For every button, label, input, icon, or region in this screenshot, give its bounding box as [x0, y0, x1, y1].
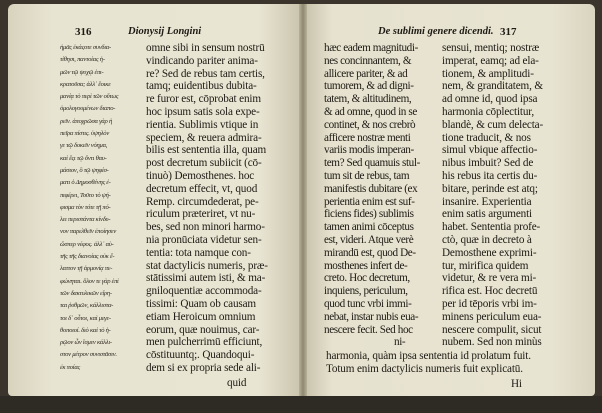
greek-line: μῶν τῷ ψυχῷ ἐπι- — [60, 68, 104, 76]
greek-line: ὁμολογουμένων διαπο- — [60, 105, 116, 113]
text-line: vindicando pariter anima- — [146, 54, 258, 67]
text-line: est, videri. Atque verè — [324, 233, 414, 246]
greek-line: γε τῷ δοκεῖν νόημα, — [60, 142, 108, 150]
greek-line: λαττον τῇ ἁρμονίᾳ πε- — [60, 265, 113, 273]
text-line: Remp. circumdederat, pe- — [146, 195, 259, 208]
greek-line: λει περιστάντα κίνδυ- — [60, 216, 111, 224]
greek-line: πιφέρει, Τοῦτο τὸ ψή- — [60, 191, 111, 199]
text-line: eorum, quæ nouimus, car- — [146, 323, 260, 336]
latin-column-1 — [324, 42, 420, 349]
text-line: etiam Heroicum omnium — [146, 310, 256, 323]
text-line: rifica est. Hoc decretū — [442, 285, 538, 298]
text-line: bes, sed non minori harmo- — [146, 221, 265, 234]
greek-line: καὶ ἔςι τῷ ὄντι θαυ- — [60, 154, 107, 162]
greek-line: φισμα τὸν τότε τῇ πό- — [60, 203, 111, 211]
text-line: mirandū est, quod De- — [324, 246, 416, 259]
greek-line: ὥσπερ νέφος. ἀλλ᾽ αὐ- — [60, 240, 114, 248]
text-line: tum sit de rebus, tam — [324, 169, 410, 182]
text-line: bitare, perinde est atq; — [442, 182, 538, 195]
text-line: variis modis imperan- — [324, 144, 414, 157]
text-line: hæc eadem magnitudi- — [324, 42, 418, 54]
latin-full-width-lines — [326, 350, 531, 376]
greek-line: μανίᾳ τὸ περὶ τῶν οὕτως — [60, 93, 119, 101]
text-line: minens periculum eua- — [442, 310, 542, 323]
greek-line: θοποιοί. διὸ καὶ τὸ ἡ- — [60, 326, 111, 334]
greek-line: κρατοῦσα; ἀλλ᾽ ἔοικε — [60, 80, 111, 88]
text-line: manifestis dubitare (ex — [324, 182, 418, 195]
latin-column-2 — [442, 42, 543, 349]
text-line: perientia enim est suf- — [324, 195, 415, 208]
greek-line: τῆς τῆς διανοίας οὐκ ἔ- — [60, 253, 115, 261]
text-line: re? Sed de rebus tam certis, — [146, 67, 265, 80]
text-line: allicere pariter, & ad — [324, 67, 408, 80]
text-line: inquiens, periculum, — [324, 285, 408, 298]
text-line: nes concinnantem, & — [324, 54, 412, 67]
left-running-head: Dionysij Longini — [128, 26, 202, 37]
text-line: stātissimi autem isti, & ma- — [146, 272, 266, 285]
right-page-number: 317 — [500, 26, 517, 38]
text-line: riculum præteriret, vt nu- — [146, 208, 256, 221]
text-line: nescere fecit. Sed hoc — [324, 323, 413, 336]
text-line: stat dactylicis numeris, præ- — [146, 259, 268, 272]
greek-line: μάσιον, ὃ τῷ ψηφίσ- — [60, 166, 109, 174]
text-line: tumorem, & ad digni- — [324, 80, 414, 93]
text-line: tur, mirifica quidem — [442, 259, 529, 272]
left-catchword: quid — [227, 377, 247, 389]
text-line: afficere nostræ menti — [324, 131, 411, 144]
greek-line: ματι ὁ Δημοσθένης ἐ- — [60, 179, 111, 187]
text-line: harmonia cōplectitur, — [442, 105, 535, 118]
latin-text-column — [146, 42, 268, 375]
text-line: his rebus ita certis du- — [442, 169, 538, 182]
text-line: decretum effecit, vt, quod — [146, 182, 258, 195]
greek-line: τίθησι, παντοίας ἡ- — [60, 56, 105, 64]
text-line: tem? Sed quamuis stul- — [324, 157, 420, 170]
greek-line: φώνηται. ὅλον τε γὰρ ἐπὶ — [60, 277, 119, 285]
text-line: gniloquentiæ accommoda- — [146, 285, 262, 298]
book-gutter — [299, 4, 307, 396]
text-line: re furor est, cōprobat enim — [146, 93, 261, 106]
text-line: tentia: tota namque con- — [146, 246, 251, 259]
text-line: dem si ex propria sede ali- — [146, 361, 261, 374]
greek-line: τῶν δακτυλικῶν εἴρη- — [60, 289, 112, 297]
greek-line: στον μέτρον συνιστᾶσιν. — [60, 351, 117, 359]
text-line: nubem. Sed non minùs — [442, 336, 542, 349]
text-line: nem, & granditatem, & — [442, 80, 543, 93]
text-line: hoc ipsum satis sola expe- — [146, 105, 260, 118]
text-line: tinuò) Demosthenes. hoc — [146, 169, 255, 182]
text-line: ctò, quæ in decreto à — [442, 233, 532, 246]
greek-line: ται ῥυθμῶν, κάλλιστα- — [60, 302, 114, 310]
greek-line: ἐκ ποίας — [60, 363, 80, 371]
background-edge — [0, 396, 602, 413]
text-line: tionem, & amplitudi- — [442, 67, 534, 80]
greek-line: ρεῖν. ἀποχρῶσα γὰρ ἡ — [60, 117, 112, 125]
text-line: videtur, & re vera mi- — [442, 272, 537, 285]
text-line: omne sibi in sensum nostrū — [146, 42, 265, 54]
text-line: simul vbique affectio- — [442, 144, 538, 157]
text-line: Demosthene exprimi- — [442, 246, 537, 259]
greek-line: νον παρελθεῖν ἐποίησεν — [60, 228, 117, 236]
text-line: per id tēporis vrbi im- — [442, 297, 537, 310]
text-line: sensui, mentiq; nostræ — [442, 42, 540, 54]
text-line: & ad omne, quod in se — [324, 105, 417, 118]
text-line: speciem, & reuera admira- — [146, 131, 262, 144]
text-line: enim satis argumenti — [442, 208, 533, 221]
greek-line: τοι δ᾽ οὗτοι, καὶ μεγε- — [60, 314, 111, 322]
text-line: tamen animi cōceptus — [324, 221, 414, 234]
text-line: nebat, instar nubis eua- — [324, 310, 419, 323]
text-line: nibus imbuit? Sed de — [442, 157, 534, 170]
text-line: tamq; euidentibus dubita- — [146, 80, 257, 93]
text-line: men pulcherrimū efficiunt, — [146, 336, 263, 349]
right-running-head: De sublimi genere dicendi. — [378, 26, 494, 37]
text-line: blandè, & cum delecta- — [442, 118, 544, 131]
greek-text-column — [60, 42, 140, 374]
left-page-number: 316 — [75, 26, 92, 38]
greek-line: ἡμᾶς ἑκάςοτε συνδια- — [60, 44, 111, 51]
text-line: nescere compulit, sicut — [442, 323, 542, 336]
text-line: post decretum subiicit (cō- — [146, 157, 262, 170]
text-line: continet, & nos crebrò — [324, 118, 416, 131]
text-line: tatem, & altitudinem, — [324, 93, 412, 106]
greek-line: πεῖρα πίστις. ὑψηλὸν — [60, 130, 110, 138]
text-line: nia pronūciata videtur sen- — [146, 233, 262, 246]
text-line: mosthenes infert de- — [324, 259, 408, 272]
text-line: ni- — [394, 336, 406, 349]
text-line: ad omne id, quod ipsa — [442, 93, 538, 106]
text-line: bilis est sententia illa, quam — [146, 144, 267, 157]
text-line: tissimi: Quam ob causam — [146, 297, 256, 310]
text-line: quod tunc vrbi immi- — [324, 297, 412, 310]
text-line: harmonia, quàm ipsa sententia id prolatum fuit. — [326, 350, 531, 362]
greek-line: ρῷον ὧν ἴσμεν κάλλι- — [60, 339, 112, 347]
text-line: tione traducit, & nos — [442, 131, 531, 144]
text-line: rientia. Sublimis vtique in — [146, 118, 259, 131]
text-line: imperat, eamq; ad ela- — [442, 54, 539, 67]
text-line: cōstituuntq;. Quandoqui- — [146, 349, 255, 362]
right-catchword: Hi — [511, 378, 522, 390]
text-line: Totum enim dactylicis numeris fuit explicatū. — [326, 362, 523, 375]
text-line: creto. Hoc decretum, — [324, 272, 410, 285]
text-line: ficiens fides) sublimis — [324, 208, 414, 221]
text-line: habet. Sententia profe- — [442, 221, 541, 234]
text-line: insanire. Experientia — [442, 195, 532, 208]
